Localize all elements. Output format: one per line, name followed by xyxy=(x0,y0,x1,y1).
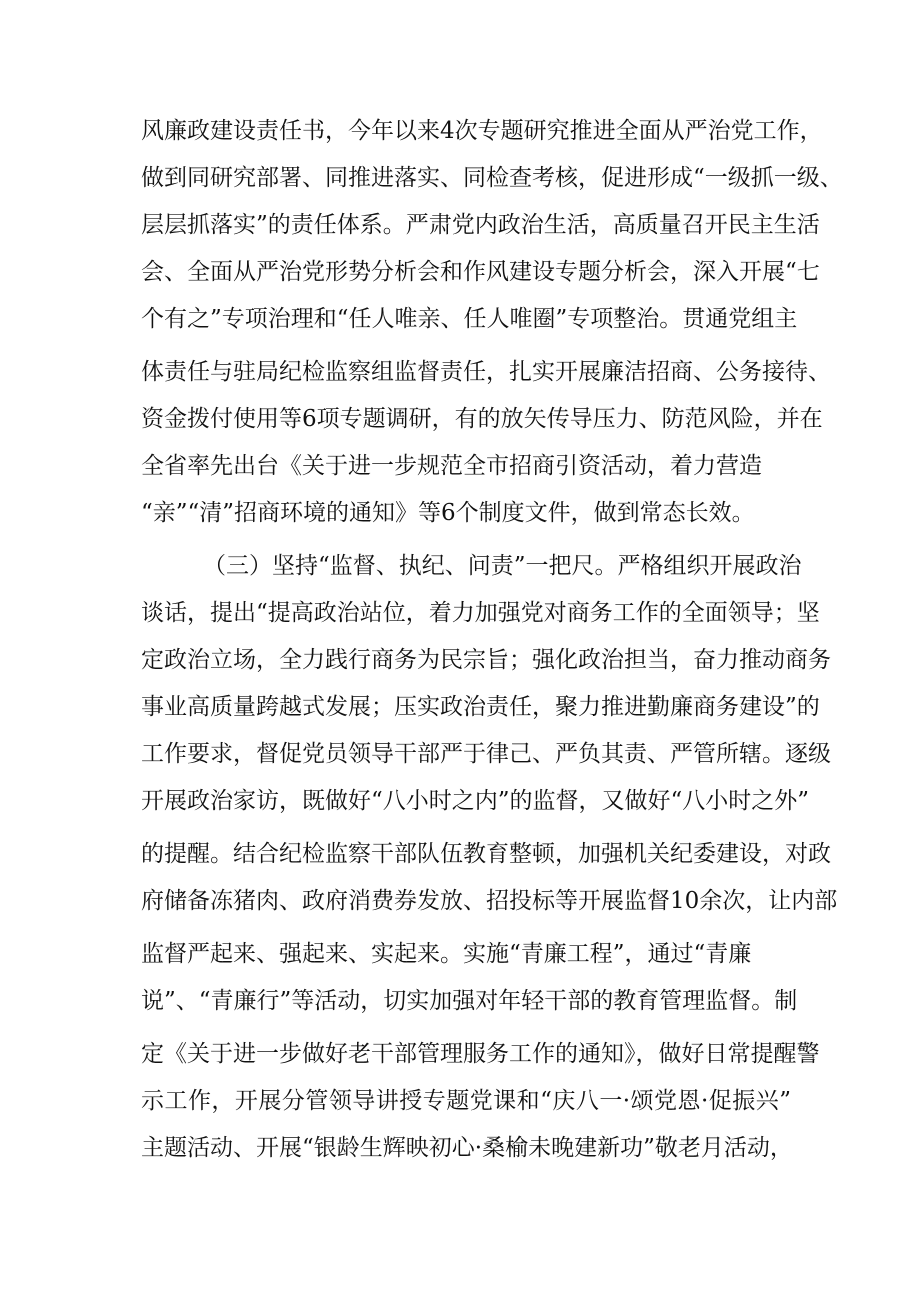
paragraph-line: 府储备冻猪肉、政府消费券发放、招投标等开展监督10余次，让内部 xyxy=(141,888,838,914)
paragraph-line: 定政治立场，全力践行商务为民宗旨；强化政治担当，奋力推动商务 xyxy=(141,647,831,673)
paragraph-line: 谈话，提出“提高政治站位，着力加强党对商务工作的全面领导；坚 xyxy=(141,600,820,626)
paragraph-line: 说”、“青廉行”等活动，切实加强对年轻干部的教育管理监督。制 xyxy=(141,988,798,1014)
paragraph-line: 监督严起来、强起来、实起来。实施“青廉工程”，通过“青廉 xyxy=(141,941,752,967)
paragraph-line: 会、全面从严治党形势分析会和作风建设专题分析会，深入开展“七 xyxy=(141,259,820,285)
paragraph-line: 定《关于进一步做好老干部管理服务工作的通知》，做好日常提醒警 xyxy=(141,1041,820,1067)
paragraph-line: 风廉政建设责任书，今年以来4次专题研究推进全面从严治党工作， xyxy=(141,118,823,144)
paragraph-line: 开展政治家访，既做好“八小时之内”的监督，又做好“八小时之外” xyxy=(141,788,810,814)
paragraph-line: 体责任与驻局纪检监察组监督责任，扎实开展廉洁招商、公务接待、 xyxy=(141,359,831,385)
paragraph-line: 的提醒。结合纪检监察干部队伍教育整顿，加强机关纪委建设，对政 xyxy=(141,841,831,867)
paragraph-line: 工作要求，督促党员领导干部严于律己、严负其责、严管所辖。逐级 xyxy=(141,741,831,767)
section-heading-line: （三）坚持“监督、执纪、问责”一把尺。严格组织开展政治 xyxy=(203,553,802,579)
paragraph-line: 层层抓落实”的责任体系。严肃党内政治生活，高质量召开民主生活 xyxy=(141,212,820,238)
paragraph-line: 资金拨付使用等6项专题调研，有的放矢传导压力、防范风险，并在 xyxy=(141,406,823,432)
paragraph-line: 主题活动、开展“银龄生辉映初心·桑榆未晚建新功”敬老月活动， xyxy=(141,1135,793,1161)
paragraph-line: “亲”“清”招商环境的通知》等6个制度文件，做到常态长效。 xyxy=(141,500,755,526)
paragraph-line: 示工作，开展分管领导讲授专题党课和“庆八一·颂党恩·促振兴” xyxy=(141,1088,791,1114)
paragraph-line: 全省率先出台《关于进一步规范全市招商引资活动，着力营造 xyxy=(141,453,762,479)
paragraph-line: 做到同研究部署、同推进落实、同检查考核，促进形成“一级抓一级、 xyxy=(141,165,843,191)
paragraph-line: 事业高质量跨越式发展；压实政治责任，聚力推进勤廉商务建设”的 xyxy=(141,694,820,720)
paragraph-line: 个有之”专项治理和“任人唯亲、任人唯圈”专项整治。贯通党组主 xyxy=(141,306,798,332)
